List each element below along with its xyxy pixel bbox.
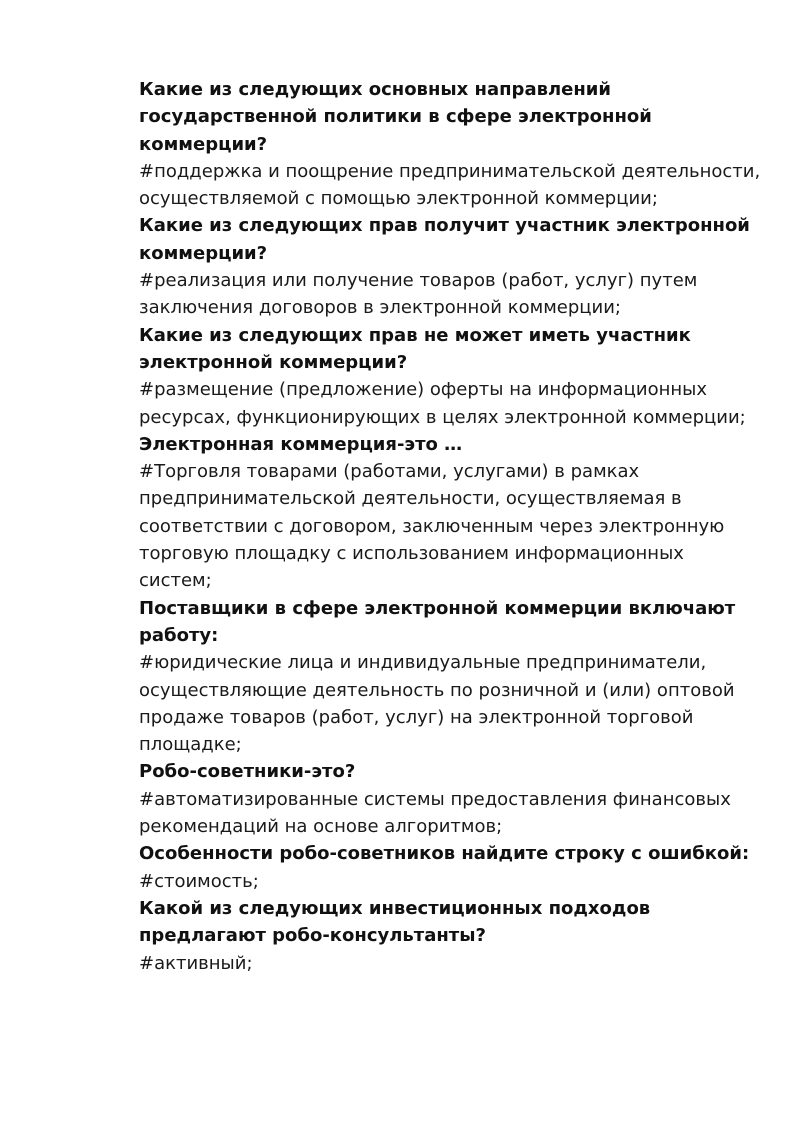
- answer-line: заключения договоров в электронной коммерции;: [139, 297, 621, 319]
- qa-item-7: [139, 840, 779, 895]
- question-line: работу:: [139, 624, 219, 646]
- question-line: Какие из следующих основных направлений: [139, 79, 612, 100]
- question-line: коммерции?: [139, 242, 268, 264]
- qa-item-1: [139, 76, 779, 212]
- answer-line: #стоимость;: [139, 870, 259, 892]
- question-3: [139, 322, 779, 377]
- answer-2: [139, 267, 779, 322]
- answer-6: [139, 786, 779, 841]
- qa-item-5: [139, 595, 779, 759]
- question-line: Какие из следующих прав не может иметь участник: [139, 324, 691, 346]
- answer-line: предпринимательской деятельности, осуществляемая в: [139, 488, 682, 510]
- question-line: Какие из следующих прав получит участник электронной: [139, 215, 750, 237]
- answer-line: продаже товаров (работ, услуг) на электронной торговой: [139, 706, 694, 728]
- question-line: государственной политики в сфере электронной: [139, 106, 652, 128]
- answer-5: [139, 649, 779, 758]
- answer-line: соответствии с договором, заключенным через электронную: [139, 515, 725, 537]
- answer-line: #автоматизированные системы предоставления финансовых: [139, 788, 731, 810]
- answer-line: #юридические лица и индивидуальные предприниматели,: [139, 652, 707, 674]
- answer-7: [139, 868, 779, 895]
- question-line: коммерции?: [139, 133, 268, 155]
- answer-3: [139, 376, 779, 431]
- question-1: [139, 76, 779, 158]
- answer-line: систем;: [139, 570, 212, 592]
- qa-item-8: [139, 895, 779, 977]
- answer-8: [139, 950, 779, 977]
- answer-1: [139, 158, 779, 213]
- question-4: [139, 431, 779, 458]
- answer-4: [139, 458, 779, 594]
- question-line: Особенности робо-советников найдите строку с ошибкой:: [139, 843, 750, 865]
- qa-item-3: [139, 322, 779, 431]
- qa-item-4: [139, 431, 779, 595]
- document-page: [139, 76, 779, 977]
- question-line: Робо-советники-это?: [139, 761, 356, 783]
- question-6: [139, 758, 779, 785]
- qa-item-2: [139, 212, 779, 321]
- qa-item-6: [139, 758, 779, 840]
- answer-line: #реализация или получение товаров (работ, услуг) путем: [139, 270, 698, 292]
- question-7: [139, 840, 779, 867]
- question-line: Электронная коммерция-это …: [139, 433, 463, 455]
- question-line: предлагают робо-консультанты?: [139, 925, 486, 947]
- answer-line: ресурсах, функционирующих в целях электронной коммерции;: [139, 406, 746, 428]
- answer-line: #поддержка и поощрение предпринимательской деятельности,: [139, 160, 761, 182]
- question-2: [139, 212, 779, 267]
- answer-line: рекомендаций на основе алгоритмов;: [139, 816, 503, 838]
- question-line: Поставщики в сфере электронной коммерции включают: [139, 597, 736, 619]
- question-5: [139, 595, 779, 650]
- question-line: Какой из следующих инвестиционных подходов: [139, 897, 651, 919]
- answer-line: торговую площадку с использованием информационных: [139, 543, 684, 565]
- answer-line: осуществляемой с помощью электронной коммерции;: [139, 188, 658, 210]
- answer-line: #размещение (предложение) оферты на информационных: [139, 379, 707, 401]
- answer-line: #активный;: [139, 952, 253, 974]
- answer-line: #Торговля товарами (работами, услугами) в рамках: [139, 461, 640, 483]
- question-8: [139, 895, 779, 950]
- answer-line: осуществляющие деятельность по розничной и (или) оптовой: [139, 679, 735, 701]
- question-line: электронной коммерции?: [139, 351, 408, 373]
- answer-line: площадке;: [139, 734, 242, 756]
